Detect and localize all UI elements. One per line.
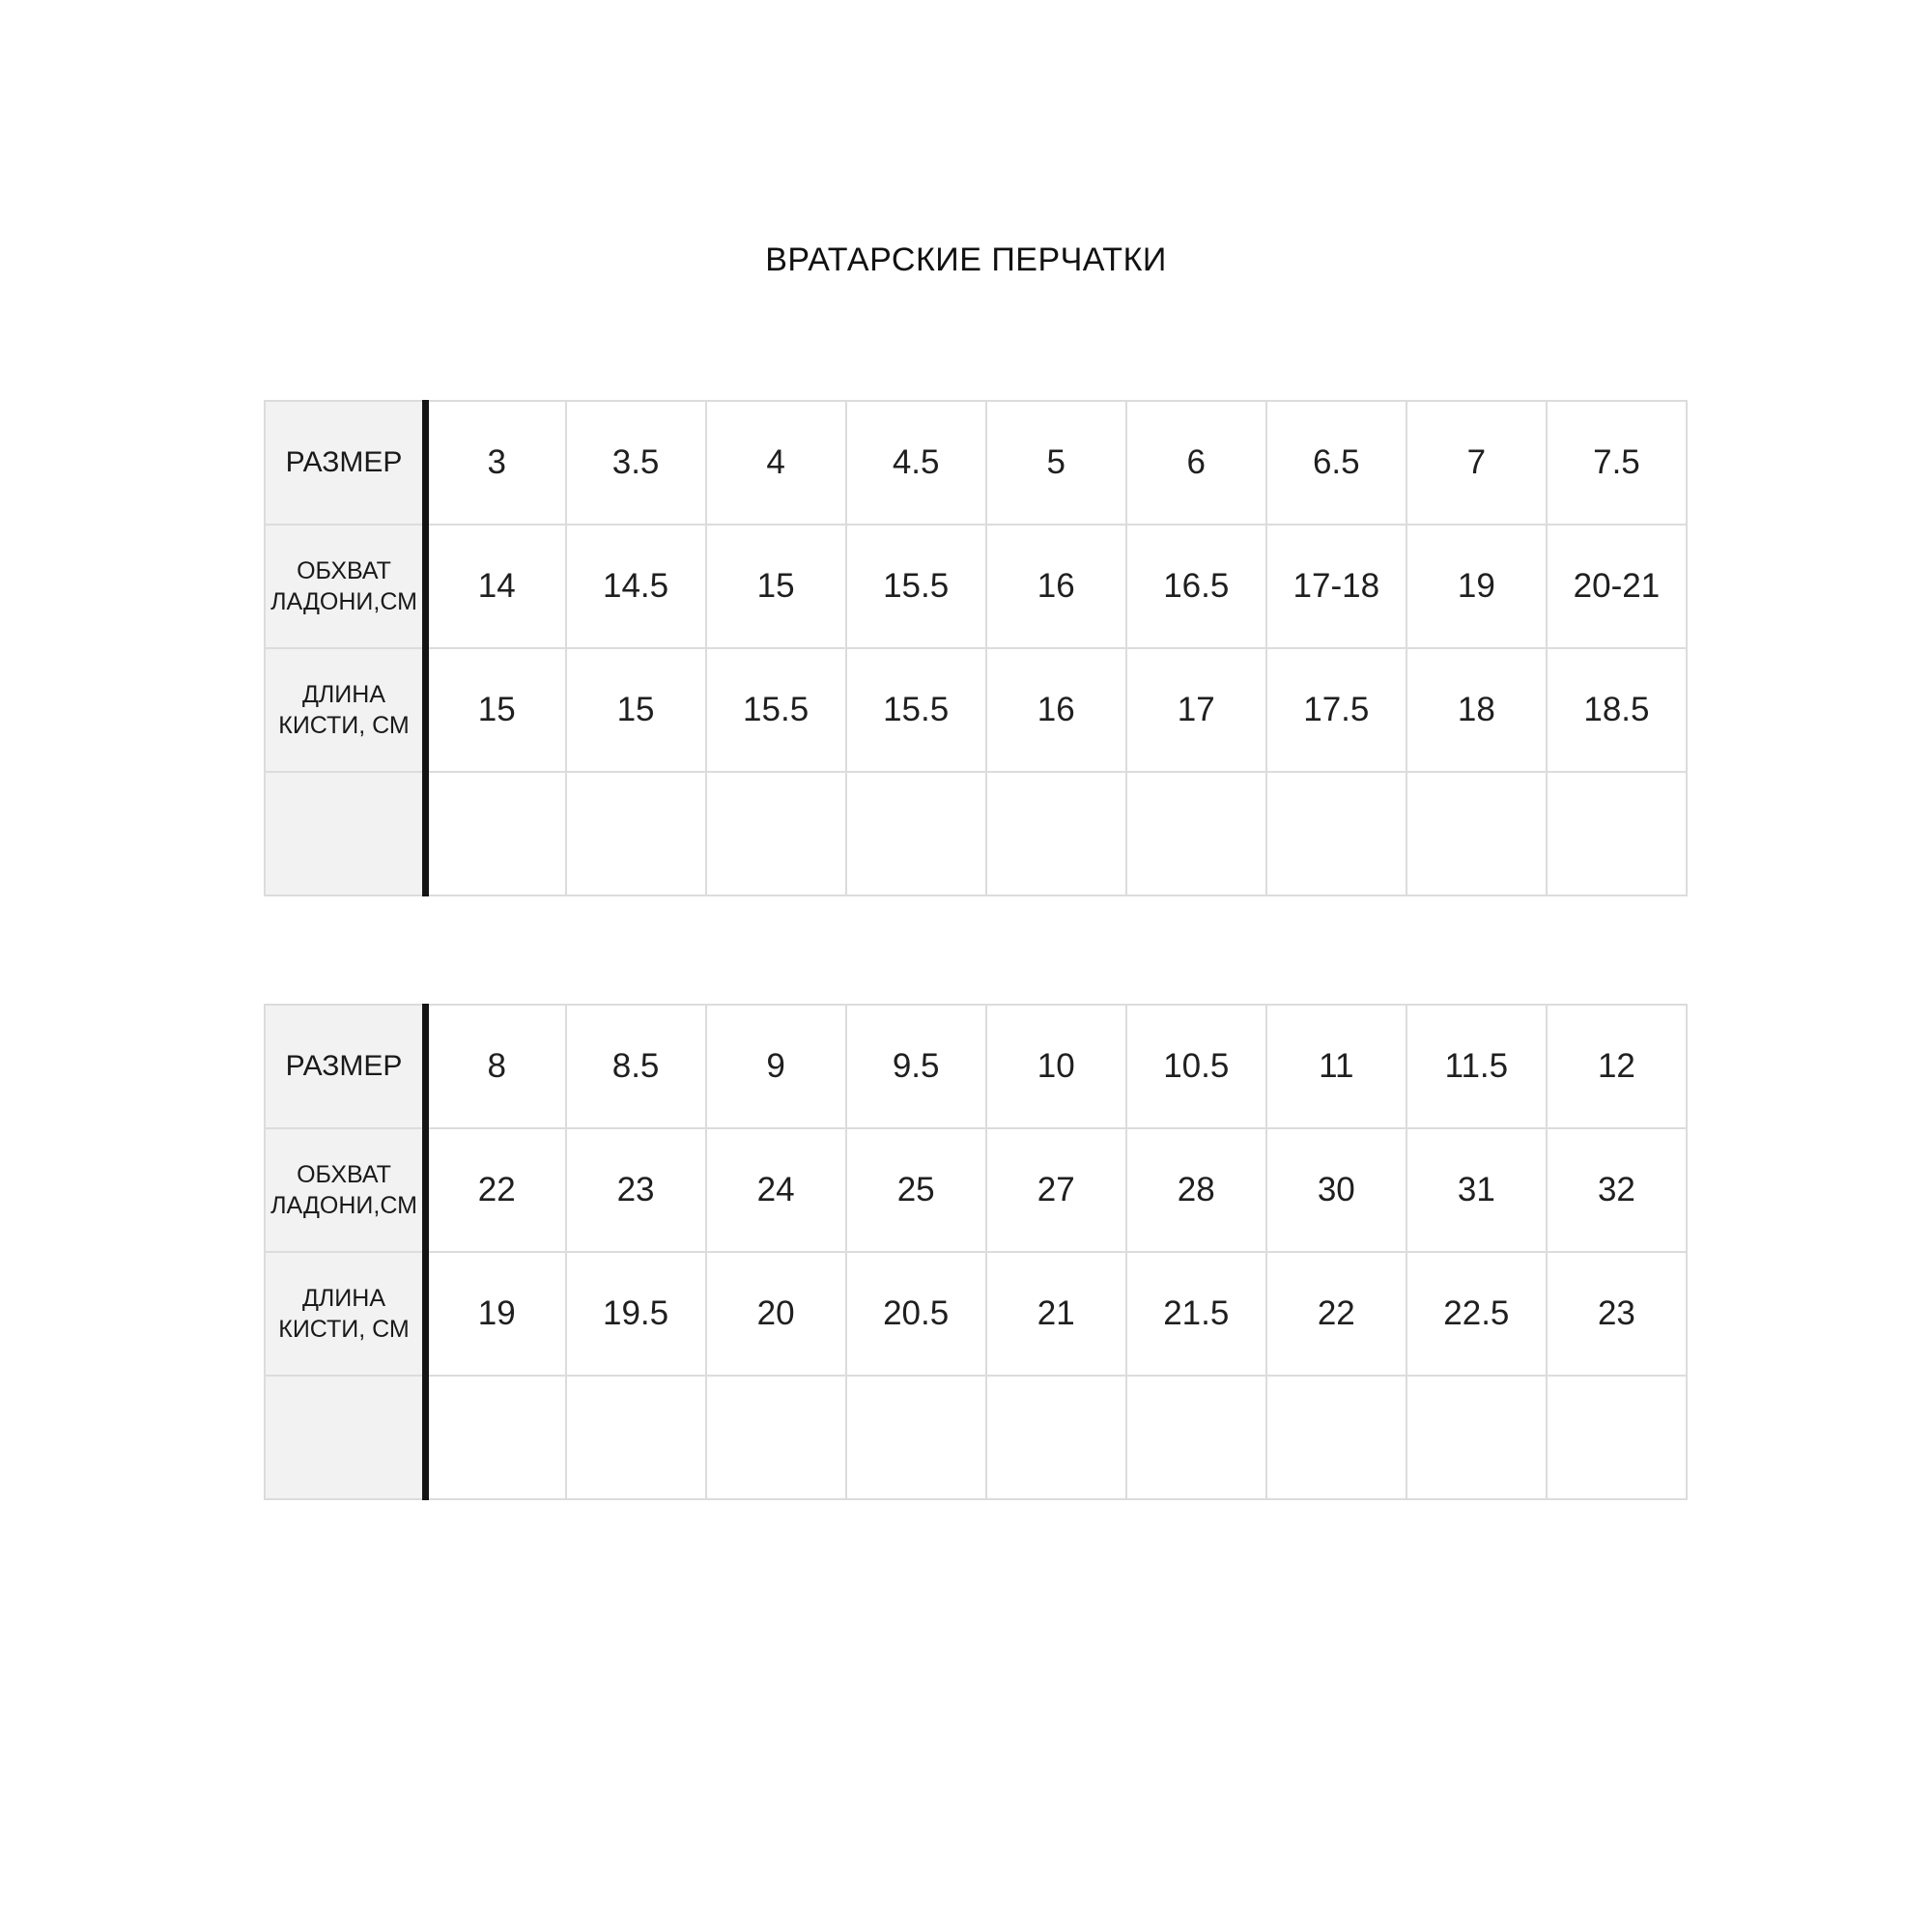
palm-girth-cell: 15.5 (846, 525, 986, 648)
size-table-1 (264, 400, 1688, 896)
page-title: ВРАТАРСКИЕ ПЕРЧАТКИ (765, 242, 1167, 278)
hand-length-cell: 23 (1547, 1252, 1687, 1376)
empty-cell (1547, 772, 1687, 895)
size-cell: 5 (986, 401, 1126, 525)
hand-length-row-label (265, 1252, 426, 1376)
hand-length-row (265, 1252, 1687, 1376)
palm-girth-cell: 15 (706, 525, 846, 648)
palm-girth-cell: 14 (426, 525, 566, 648)
hand-length-cell: 21.5 (1126, 1252, 1266, 1376)
size-cell: 12 (1547, 1005, 1687, 1128)
empty-row-label (265, 772, 426, 895)
size-row-label: РАЗМЕР (265, 1005, 426, 1128)
size-cell: 8.5 (566, 1005, 706, 1128)
empty-cell (566, 1376, 706, 1499)
size-cell: 6.5 (1266, 401, 1406, 525)
size-row (265, 401, 1687, 525)
hand-length-cell: 17 (1126, 648, 1266, 772)
hand-length-label-line1: ДЛИНА (301, 681, 386, 708)
hand-length-cell: 21 (986, 1252, 1126, 1376)
hand-length-cell: 19 (426, 1252, 566, 1376)
size-cell: 4 (706, 401, 846, 525)
size-row-label: РАЗМЕР (265, 401, 426, 525)
palm-girth-cell: 16 (986, 525, 1126, 648)
empty-cell (706, 772, 846, 895)
size-cell: 10.5 (1126, 1005, 1266, 1128)
hand-length-cell: 18.5 (1547, 648, 1687, 772)
empty-cell (426, 772, 566, 895)
hand-length-cell: 15.5 (706, 648, 846, 772)
hand-length-cell: 20.5 (846, 1252, 986, 1376)
empty-cell (1266, 1376, 1406, 1499)
hand-length-label-line1: ДЛИНА (301, 1285, 386, 1312)
size-cell: 9 (706, 1005, 846, 1128)
palm-girth-cell: 19 (1406, 525, 1547, 648)
empty-cell (846, 772, 986, 895)
palm-girth-cell: 30 (1266, 1128, 1406, 1252)
palm-girth-row-label (265, 525, 426, 648)
palm-girth-cell: 24 (706, 1128, 846, 1252)
palm-girth-cell: 27 (986, 1128, 1126, 1252)
palm-girth-cell: 20-21 (1547, 525, 1687, 648)
palm-girth-cell: 25 (846, 1128, 986, 1252)
size-cell: 7.5 (1547, 401, 1687, 525)
hand-length-label-line2: КИСТИ, СМ (278, 1316, 410, 1343)
hand-length-row (265, 648, 1687, 772)
hand-length-cell: 22 (1266, 1252, 1406, 1376)
empty-cell (1126, 1376, 1266, 1499)
size-cell: 10 (986, 1005, 1126, 1128)
size-cell: 4.5 (846, 401, 986, 525)
palm-girth-cell: 14.5 (566, 525, 706, 648)
size-row (265, 1005, 1687, 1128)
palm-girth-label-line2: ЛАДОНИ,СМ (270, 1192, 417, 1219)
hand-length-cell: 20 (706, 1252, 846, 1376)
empty-cell (846, 1376, 986, 1499)
size-cell: 9.5 (846, 1005, 986, 1128)
empty-cell (1266, 772, 1406, 895)
size-cell: 3 (426, 401, 566, 525)
empty-cell (1406, 1376, 1547, 1499)
hand-length-cell: 16 (986, 648, 1126, 772)
empty-cell (706, 1376, 846, 1499)
empty-cell (566, 772, 706, 895)
empty-cell (1126, 772, 1266, 895)
palm-girth-label-line1: ОБХВАТ (297, 557, 391, 584)
palm-girth-cell: 16.5 (1126, 525, 1266, 648)
palm-girth-cell: 23 (566, 1128, 706, 1252)
hand-length-cell: 22.5 (1406, 1252, 1547, 1376)
size-cell: 7 (1406, 401, 1547, 525)
size-cell: 11.5 (1406, 1005, 1547, 1128)
hand-length-label-line2: КИСТИ, СМ (278, 712, 410, 739)
palm-girth-cell: 32 (1547, 1128, 1687, 1252)
palm-girth-label-line2: ЛАДОНИ,СМ (270, 588, 417, 615)
empty-cell (426, 1376, 566, 1499)
size-cell: 3.5 (566, 401, 706, 525)
palm-girth-row (265, 1128, 1687, 1252)
hand-length-cell: 19.5 (566, 1252, 706, 1376)
palm-girth-cell: 22 (426, 1128, 566, 1252)
hand-length-cell: 17.5 (1266, 648, 1406, 772)
palm-girth-row-label (265, 1128, 426, 1252)
size-table-2 (264, 1004, 1688, 1500)
empty-cell (1406, 772, 1547, 895)
palm-girth-cell: 17-18 (1266, 525, 1406, 648)
empty-row (265, 772, 1687, 895)
empty-cell (986, 772, 1126, 895)
hand-length-cell: 15.5 (846, 648, 986, 772)
hand-length-cell: 15 (426, 648, 566, 772)
empty-cell (986, 1376, 1126, 1499)
hand-length-row-label (265, 648, 426, 772)
size-cell: 6 (1126, 401, 1266, 525)
hand-length-cell: 15 (566, 648, 706, 772)
palm-girth-cell: 31 (1406, 1128, 1547, 1252)
palm-girth-label-line1: ОБХВАТ (297, 1161, 391, 1188)
size-cell: 11 (1266, 1005, 1406, 1128)
empty-row-label (265, 1376, 426, 1499)
size-cell: 8 (426, 1005, 566, 1128)
empty-cell (1547, 1376, 1687, 1499)
palm-girth-row (265, 525, 1687, 648)
hand-length-cell: 18 (1406, 648, 1547, 772)
palm-girth-cell: 28 (1126, 1128, 1266, 1252)
empty-row (265, 1376, 1687, 1499)
